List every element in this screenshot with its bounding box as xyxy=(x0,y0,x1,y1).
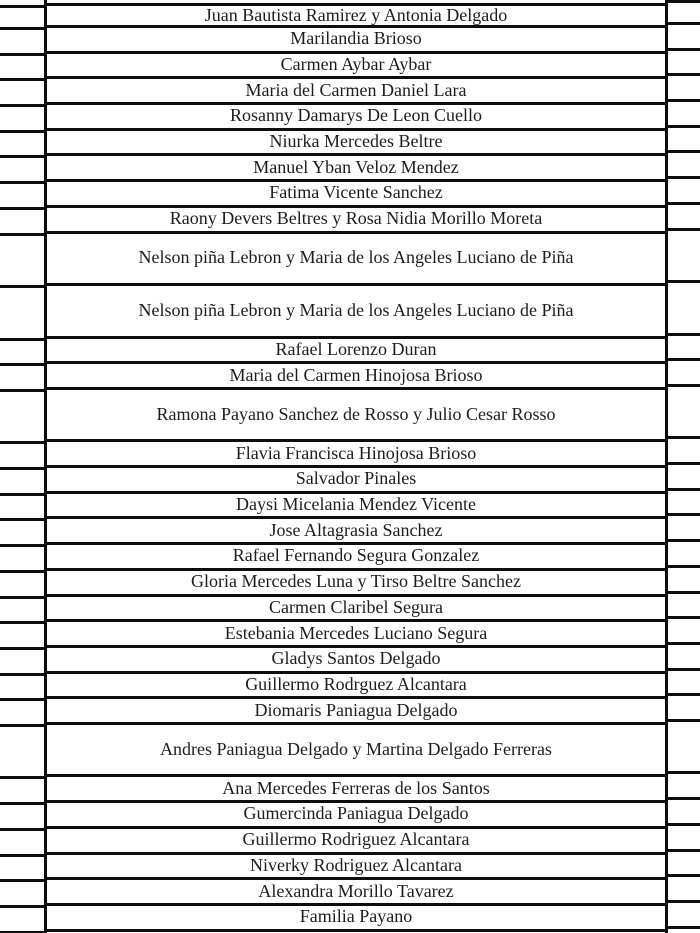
table-vertical-line-left xyxy=(44,0,47,933)
name-cell: Fatima Vicente Sanchez xyxy=(269,182,443,203)
table-row xyxy=(47,494,665,520)
table-row xyxy=(0,727,44,780)
table-row xyxy=(668,619,700,645)
table-row xyxy=(668,852,700,878)
name-cell: Guillermo Rodrguez Alcantara xyxy=(245,673,467,694)
name-cell: Gumercinda Paniagua Delgado xyxy=(243,803,469,824)
table-row xyxy=(0,366,44,392)
table-row xyxy=(668,128,700,154)
table-row xyxy=(47,234,665,287)
name-cell: Marilandia Brioso xyxy=(290,28,422,49)
table-row xyxy=(668,231,700,284)
name-cell: Gladys Santos Delgado xyxy=(271,648,441,669)
table-row xyxy=(668,594,700,620)
name-cell: Carmen Aybar Aybar xyxy=(280,54,432,75)
name-cell: Jose Altagrasia Sanchez xyxy=(269,519,443,540)
table-row xyxy=(0,133,44,159)
table-row xyxy=(47,3,665,28)
table-row xyxy=(0,444,44,470)
table-row xyxy=(47,597,665,623)
table-row xyxy=(668,491,700,517)
table-row xyxy=(0,5,44,30)
right-gutter-column xyxy=(668,0,700,929)
table-row xyxy=(0,805,44,831)
table-row xyxy=(47,674,665,700)
table-row xyxy=(47,777,665,803)
table-row xyxy=(0,831,44,857)
table-row xyxy=(47,699,665,725)
table-row xyxy=(47,105,665,131)
table-row xyxy=(0,30,44,56)
table-row xyxy=(0,210,44,236)
table-row xyxy=(668,283,700,336)
name-cell: Diomaris Paniagua Delgado xyxy=(254,699,458,720)
name-cell: Rafael Lorenzo Duran xyxy=(275,338,437,359)
table-row xyxy=(668,153,700,179)
table-row xyxy=(668,516,700,542)
table-row xyxy=(0,521,44,547)
table-row xyxy=(47,829,665,855)
table-row xyxy=(0,107,44,133)
table-row xyxy=(668,0,700,25)
table-row xyxy=(0,882,44,908)
table-row xyxy=(47,364,665,390)
table-row xyxy=(47,880,665,906)
name-cell: Rosanny Damarys De Leon Cuello xyxy=(230,105,482,126)
name-cell: Familia Payano xyxy=(299,906,413,927)
names-column xyxy=(47,0,665,932)
table-row xyxy=(47,468,665,494)
table-row xyxy=(668,826,700,852)
name-cell: Flavia Francisca Hinojosa Brioso xyxy=(235,442,477,463)
name-cell: Niurka Mercedes Beltre xyxy=(269,131,443,152)
name-cell: Manuel Yban Veloz Mendez xyxy=(253,156,459,177)
name-cell: Maria del Carmen Daniel Lara xyxy=(245,79,467,100)
table-row xyxy=(0,573,44,599)
table-row xyxy=(47,622,665,648)
name-cell: Niverky Rodriguez Alcantara xyxy=(250,854,462,875)
table-row xyxy=(47,208,665,234)
table-row xyxy=(47,156,665,182)
table-row xyxy=(47,855,665,881)
table-row xyxy=(668,465,700,491)
table-row xyxy=(668,205,700,231)
name-cell: Estebania Mercedes Luciano Segura xyxy=(224,622,488,643)
table-row xyxy=(0,184,44,210)
table-row xyxy=(668,542,700,568)
table-row xyxy=(47,571,665,597)
name-cell: Juan Bautista Ramirez y Antonia Delgado xyxy=(204,4,508,25)
table-row xyxy=(47,906,665,932)
table-row xyxy=(668,645,700,671)
name-cell: Carmen Claribel Segura xyxy=(269,596,443,617)
table-row xyxy=(47,519,665,545)
name-cell: Nelson piña Lebron y Maria de los Angeles Luciano de Piña xyxy=(138,299,574,320)
table-row xyxy=(0,599,44,625)
table-row xyxy=(668,76,700,102)
table-row xyxy=(668,102,700,128)
table-row xyxy=(0,779,44,805)
table-row xyxy=(0,56,44,82)
name-cell: Maria del Carmen Hinojosa Brioso xyxy=(229,364,483,385)
table-row xyxy=(0,470,44,496)
table-vertical-line-right xyxy=(665,0,668,933)
table-row xyxy=(47,131,665,157)
table-row xyxy=(0,547,44,573)
table-row xyxy=(47,725,665,778)
name-cell: Gloria Mercedes Luna y Tirso Beltre Sanchez xyxy=(191,571,521,592)
name-cell: Raony Devers Beltres y Rosa Nidia Morillo Moreta xyxy=(169,208,543,229)
name-cell: Andres Paniagua Delgado y Martina Delgado Ferreras xyxy=(160,738,552,759)
table-row xyxy=(47,648,665,674)
table-row xyxy=(0,158,44,184)
table-row xyxy=(0,624,44,650)
name-cell: Ana Mercedes Ferreras de los Santos xyxy=(222,777,490,798)
table-row xyxy=(47,390,665,443)
table-row xyxy=(668,568,700,594)
table-row xyxy=(47,442,665,468)
table-row xyxy=(0,236,44,289)
table-row xyxy=(0,288,44,341)
table-row xyxy=(668,903,700,929)
table-row xyxy=(0,908,44,933)
table-row xyxy=(47,286,665,339)
table-row xyxy=(47,79,665,105)
name-cell: Rafael Fernando Segura Gonzalez xyxy=(232,545,480,566)
table-row xyxy=(668,361,700,387)
table-row xyxy=(668,25,700,51)
table-row xyxy=(0,496,44,522)
name-cell: Daysi Micelania Mendez Vicente xyxy=(236,494,476,515)
name-cell: Salvador Pinales xyxy=(295,468,417,489)
table-row xyxy=(0,676,44,702)
table-row xyxy=(668,179,700,205)
table-row xyxy=(668,696,700,722)
name-cell: Ramona Payano Sanchez de Rosso y Julio Cesar Rosso xyxy=(156,403,556,424)
table-row xyxy=(668,722,700,775)
table-row xyxy=(47,545,665,571)
table-row xyxy=(668,439,700,465)
table-row xyxy=(668,671,700,697)
table-row xyxy=(668,774,700,800)
table-row xyxy=(668,51,700,77)
name-cell: Alexandra Morillo Tavarez xyxy=(258,880,454,901)
table-row xyxy=(0,81,44,107)
table-row xyxy=(668,800,700,826)
table-row xyxy=(47,339,665,365)
table-row xyxy=(0,341,44,367)
name-cell: Nelson piña Lebron y Maria de los Angeles Luciano de Piña xyxy=(138,247,574,268)
table-row xyxy=(668,387,700,440)
table-row xyxy=(668,336,700,362)
table-row xyxy=(47,28,665,54)
table-row xyxy=(47,803,665,829)
table-row xyxy=(668,877,700,903)
table-row xyxy=(0,857,44,883)
table-row xyxy=(0,701,44,727)
name-cell: Guillermo Rodriguez Alcantara xyxy=(242,829,470,850)
table-row xyxy=(47,182,665,208)
left-gutter-column xyxy=(0,0,44,933)
table-row xyxy=(0,392,44,445)
table-row xyxy=(47,54,665,80)
table-row xyxy=(0,650,44,676)
